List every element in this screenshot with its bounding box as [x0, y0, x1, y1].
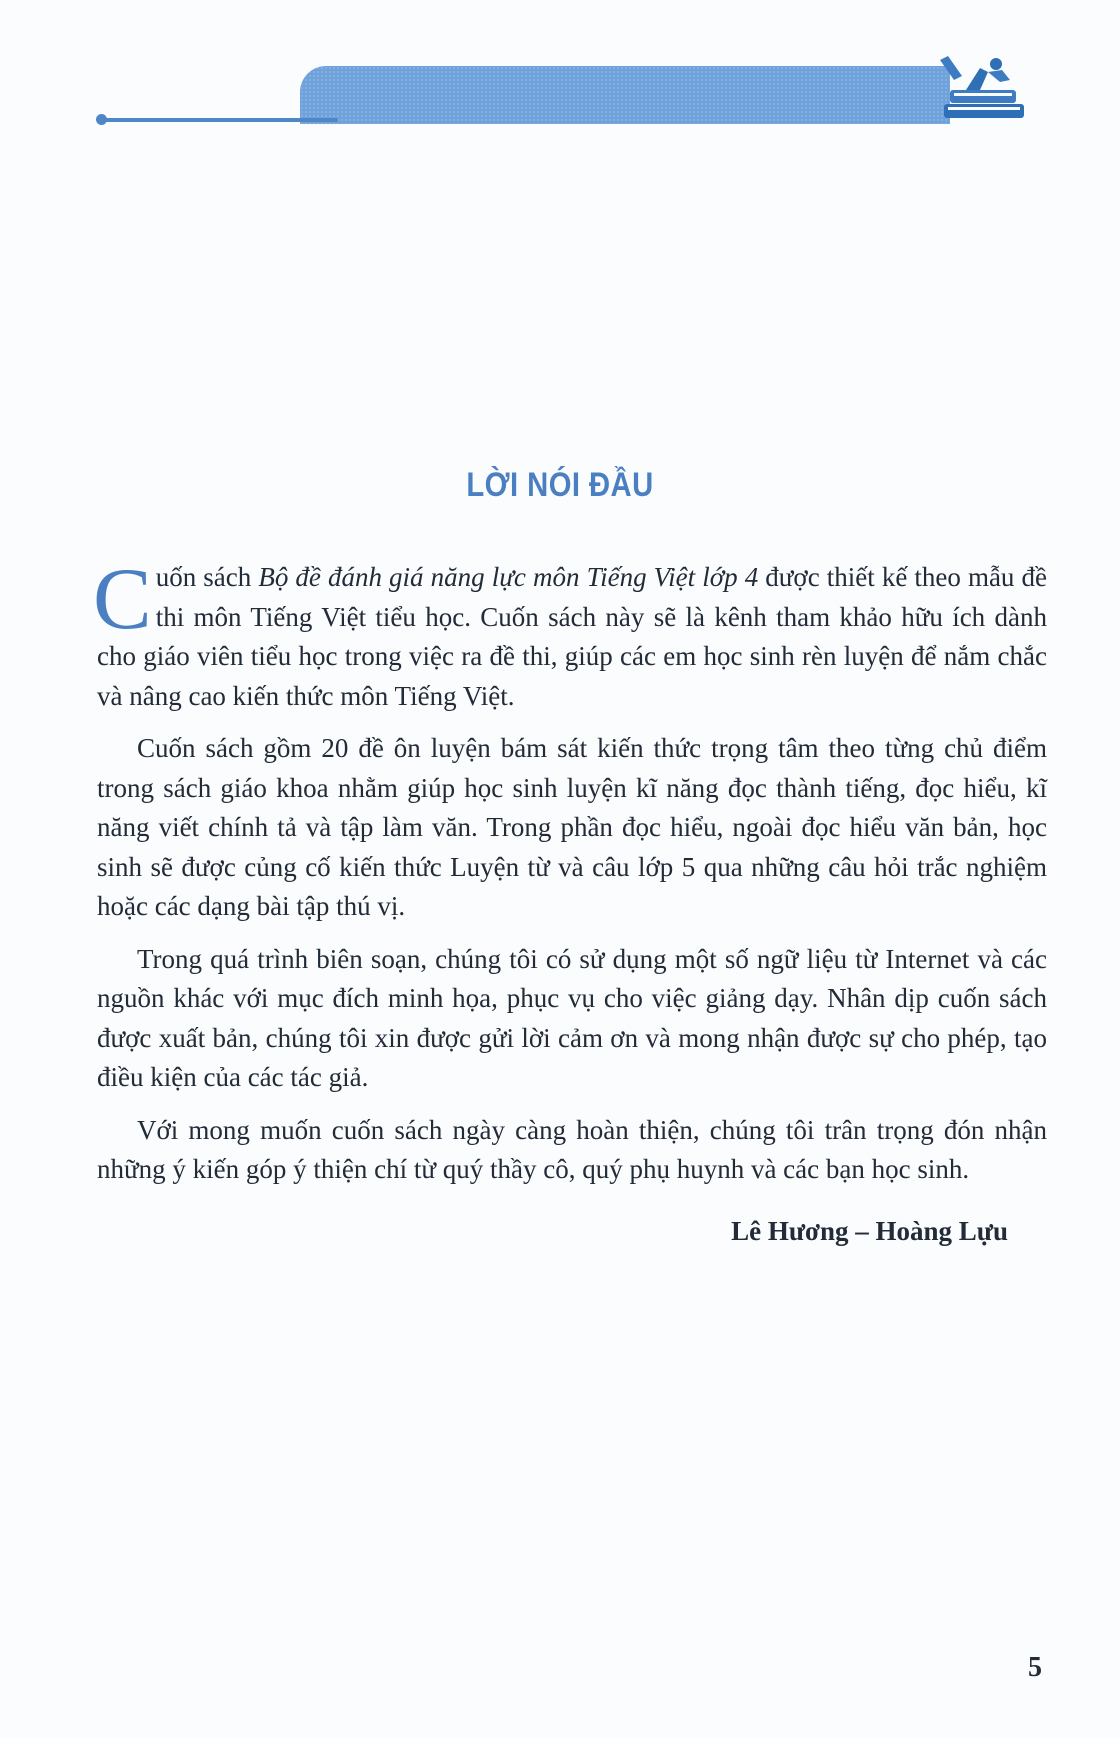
books-icon	[936, 50, 1028, 128]
page-title: LỜI NÓI ĐẦU	[466, 466, 654, 504]
paragraph-1	[93, 551, 1047, 716]
paragraph-1-text-after: được thiết kế theo mẫu đề thi môn Tiếng Việt tiểu học. Cuốn sách này sẽ là kênh tham khảo hữu ích dành cho giáo viên tiểu học trong việc ra đề thi, giúp các em học sinh rèn luyện để nắm chắc và nâng cao kiến thức môn Tiếng Việt.	[97, 562, 1047, 711]
dropcap: C	[93, 551, 152, 648]
header-dot	[96, 114, 107, 125]
header-line	[98, 118, 338, 122]
paragraph-2: Cuốn sách gồm 20 đề ôn luyện bám sát kiến thức trọng tâm theo từng chủ điểm trong sách giáo khoa nhằm giúp học sinh luyện kĩ năng đọc thành tiếng, đọc hiểu, kĩ năng viết chính tả và tập làm văn. Trong phần đọc hiểu, ngoài đọc hiểu văn bản, học sinh sẽ được củng cố kiến thức Luyện từ và câu lớp 5 qua những câu hỏi trắc nghiệm hoặc các dạng bài tập thú vị.	[97, 733, 1047, 921]
page-number: 5	[1028, 1652, 1042, 1683]
preface-body	[93, 551, 1047, 1203]
paragraph-3: Trong quá trình biên soạn, chúng tôi có sử dụng một số ngữ liệu từ Internet và các nguồn khác với mục đích minh họa, phục vụ cho việc giảng dạy. Nhân dịp cuốn sách được xuất bản, chúng tôi xin được gửi lời cảm ơn và mong nhận được sự cho phép, tạo điều kiện của các tác giả.	[97, 943, 1047, 1092]
header-band	[300, 66, 950, 124]
book-title: Bộ đề đánh giá năng lực môn Tiếng Việt lớp 4	[258, 562, 759, 592]
paragraph-1-text-before: uốn sách	[155, 562, 259, 592]
paragraph-4: Với mong muốn cuốn sách ngày càng hoàn thiện, chúng tôi trân trọng đón nhận những ý kiến góp ý thiện chí từ quý thầy cô, quý phụ huynh và các bạn học sinh.	[97, 1114, 1047, 1184]
author-signature: Lê Hương – Hoàng Lựu	[731, 1216, 1008, 1246]
